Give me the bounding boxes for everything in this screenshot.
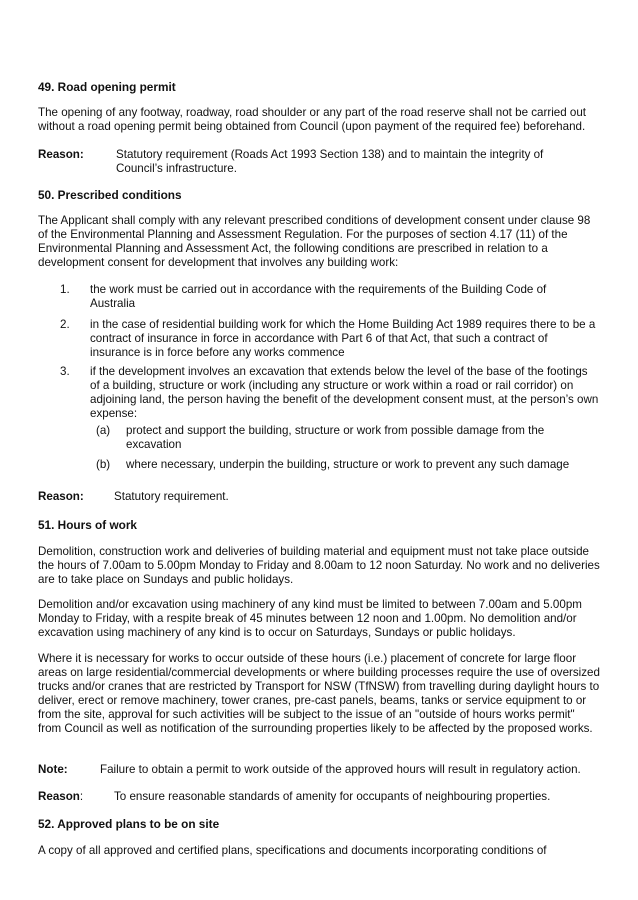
sub-list-item-text: where necessary, underpin the building, structure or work to prevent any such damage xyxy=(126,458,570,471)
section-51-paragraph-3: Where it is necessary for works to occur outside of these hours (i.e.) placement of concrete for large floor areas on large residential/commercial developments or where building processes require the use of oversized trucks and/or cranes that are restricted by Transport for NSW (TfNSW) from travelling during daylight hours to deliver, erect or remove machinery, tower cranes, pre-cast panels, beams, tanks or service equipment to or from the site, approval for such activities will be subject to the issue of an "outside of hours works permit" from Council as well as notification of the surrounding properties likely to be affected by the proposed works. xyxy=(38,652,600,735)
section-51-note xyxy=(38,763,600,779)
list-item-text: if the development involves an excavation that extends below the level of the base of the footings of a building, structure or work (including any structure or work within a road or rail corridor) on adjoining land, the person having the benefit of the development consent must, at the person’s own expense: xyxy=(90,365,599,420)
list-item-text: in the case of residential building work for which the Home Building Act 1989 requires there to be a contract of insurance in force in accordance with Part 6 of that Act, that such a contract of insurance is in force before any works commence xyxy=(90,318,596,359)
section-51-paragraph-2: Demolition and/or excavation using machinery of any kind must be limited to between 7.00am and 5.00pm Monday to Friday, with a respite break of 45 minutes between 12 noon and 1.00pm. No demolition and/or excavation using machinery of any kind is to occur on Saturdays, Sundays or public holidays. xyxy=(38,598,582,639)
list-item xyxy=(38,318,600,362)
list-item-number: 2. xyxy=(60,318,70,331)
sub-list-item xyxy=(38,458,600,474)
note-label: Note: xyxy=(38,763,68,776)
sub-list-item-letter: (b) xyxy=(96,458,111,471)
reason-label: Reason: xyxy=(38,148,84,161)
section-51-heading: 51. Hours of work xyxy=(38,518,137,532)
sub-list-item-letter: (a) xyxy=(96,424,111,437)
sub-list-item xyxy=(38,424,600,454)
reason-text: Statutory requirement (Roads Act 1993 Section 138) and to maintain the integrity of Council’s infrastructure. xyxy=(116,148,544,175)
list-item-number: 1. xyxy=(60,283,70,296)
section-49-heading: 49. Road opening permit xyxy=(38,80,176,94)
section-50-heading: 50. Prescribed conditions xyxy=(38,188,182,202)
section-49-body: The opening of any footway, roadway, road shoulder or any part of the road reserve shall not be carried out without a road opening permit being obtained from Council (upon payment of the required fee) beforehand. xyxy=(38,106,587,133)
section-52-body: A copy of all approved and certified plans, specifications and documents incorporating conditions of xyxy=(38,844,547,857)
list-item-number: 3. xyxy=(60,365,70,378)
reason-text: Statutory requirement. xyxy=(114,490,229,503)
section-52-heading: 52. Approved plans to be on site xyxy=(38,817,220,831)
section-51-reason xyxy=(38,790,600,806)
list-item xyxy=(38,283,600,313)
list-item-text: the work must be carried out in accordance with the requirements of the Building Code of Australia xyxy=(90,283,547,310)
section-50-reason xyxy=(38,490,600,506)
section-51-paragraph-1: Demolition, construction work and deliveries of building material and equipment must not take place outside the hours of 7.00am to 5.00pm Monday to Friday and 8.00am to 12 noon Saturday. No work and no deliveries are to take place on Sundays and public holidays. xyxy=(38,545,600,586)
list-item xyxy=(38,365,600,423)
note-text: Failure to obtain a permit to work outside of the approved hours will result in regulatory action. xyxy=(100,763,581,776)
sub-list-item-text: protect and support the building, structure or work from possible damage from the excavation xyxy=(126,424,545,451)
section-50-body: The Applicant shall comply with any relevant prescribed conditions of development consent under clause 98 of the Environmental Planning and Assessment Regulation. For the purposes of section 4.17 (11) of the Environmental Planning and Assessment Act, the following conditions are prescribed in relation to a development consent for development that involves any building work: xyxy=(38,214,591,269)
section-49-reason xyxy=(38,148,600,178)
reason-text: To ensure reasonable standards of amenity for occupants of neighbouring properties. xyxy=(114,790,551,803)
reason-label: Reason: xyxy=(38,790,84,803)
reason-label: Reason: xyxy=(38,490,84,503)
